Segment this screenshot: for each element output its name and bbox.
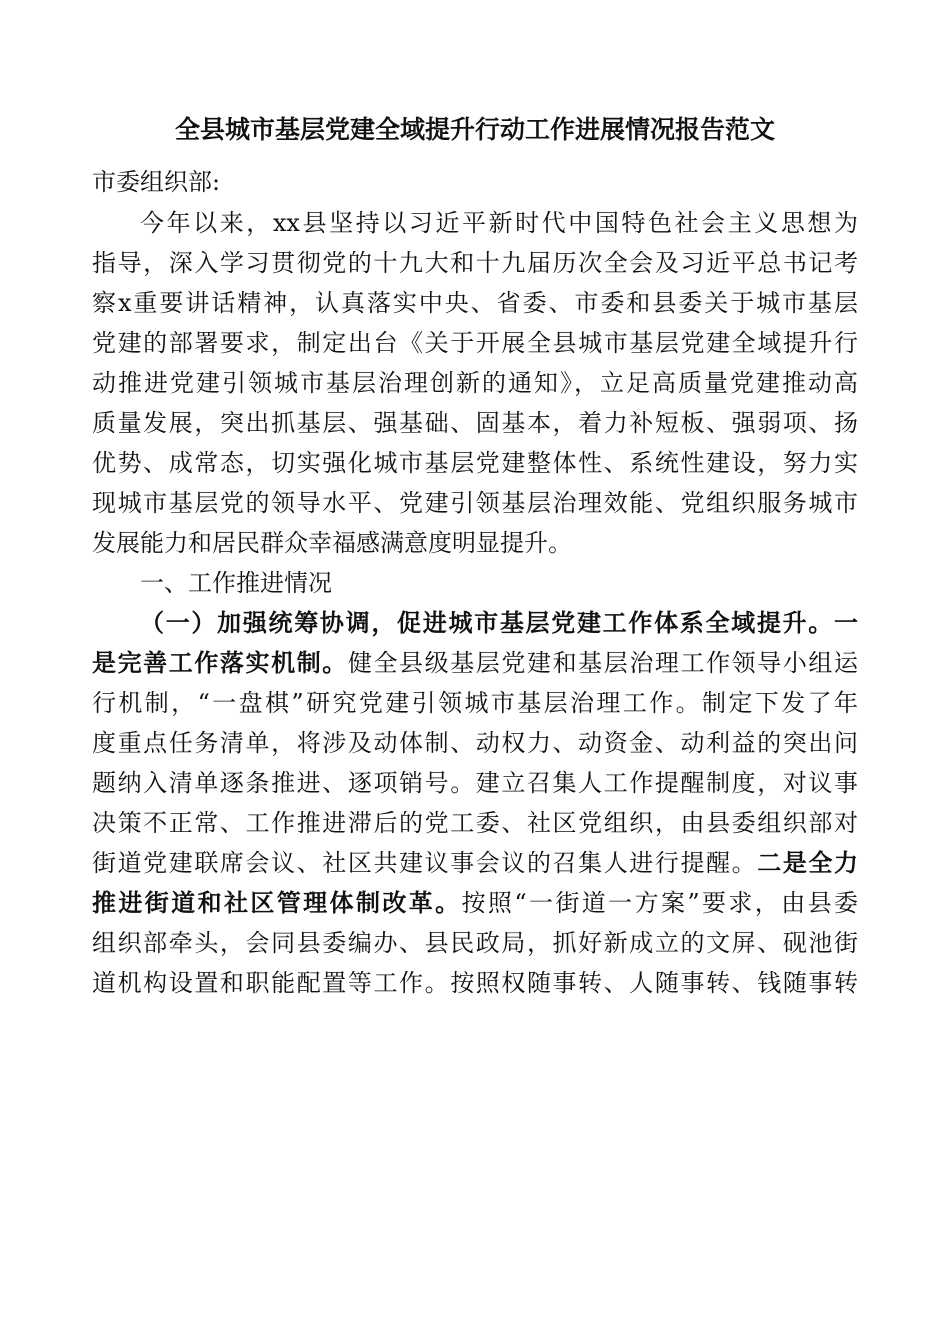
subsection-heading: （一）加强统筹协调，促进城市基层党建工作体系全域提升。一 [140, 608, 858, 637]
paragraph-line: 决策不正常、工作推进滞后的党工委、社区党组织，由县委组织部对 [92, 809, 858, 837]
bold-phrase: 是完善工作落实机制。 [92, 648, 348, 677]
document-title: 全县城市基层党建全域提升行动工作进展情况报告范文 [174, 115, 775, 144]
paragraph-line: 优势、成常态，切实强化城市基层党建整体性、系统性建设，努力实 [92, 449, 858, 477]
paragraph-line [92, 643, 858, 683]
paragraph-line [92, 883, 858, 923]
paragraph-line: 道机构设置和职能配置等工作。按照权随事转、人随事转、钱随事转 [92, 969, 858, 997]
paragraph-line: 行机制，“一盘棋”研究党建引领城市基层治理工作。制定下发了年 [92, 689, 858, 717]
line-text: 健全县级基层党建和基层治理工作领导小组运 [347, 649, 858, 677]
document-body [92, 203, 858, 1003]
paragraph-line: 动推进党建引领城市基层治理创新的通知》，立足高质量党建推动高 [92, 369, 858, 397]
paragraph-line: 度重点任务清单，将涉及动体制、动权力、动资金、动利益的突出问 [92, 729, 858, 757]
paragraph-line: 质量发展，突出抓基层、强基础、固基本，着力补短板、强弱项、扬 [92, 409, 858, 437]
paragraph-line: 今年以来，xx县坚持以习近平新时代中国特色社会主义思想为 [140, 209, 858, 237]
paragraph-line: 组织部牵头，会同县委编办、县民政局，抓好新成立的文屏、砚池街 [92, 929, 858, 957]
paragraph-line: 察x重要讲话精神，认真落实中央、省委、市委和县委关于城市基层 [92, 289, 858, 317]
paragraph-line: 指导，深入学习贯彻党的十九大和十九届历次全会及习近平总书记考 [92, 249, 858, 277]
paragraph-line: 现城市基层党的领导水平、党建引领基层治理效能、党组织服务城市 [92, 489, 858, 517]
line-text: 街道党建联席会议、社区共建议事会议的召集人进行提醒。 [92, 849, 758, 877]
paragraph-line: 发展能力和居民群众幸福感满意度明显提升。 [92, 529, 572, 557]
paragraph-line: 题纳入清单逐条推进、逐项销号。建立召集人工作提醒制度，对议事 [92, 769, 858, 797]
paragraph-line [92, 843, 858, 883]
recipient-line: 市委组织部: [92, 168, 221, 196]
paragraph-line: 党建的部署要求，制定出台《关于开展全县城市基层党建全域提升行 [92, 329, 858, 357]
section-heading: 一、工作推进情况 [140, 569, 332, 597]
bold-phrase: 推进街道和社区管理体制改革。 [92, 888, 462, 917]
bold-phrase: 二是全力 [757, 848, 858, 877]
line-text: 按照“一街道一方案”要求，由县委 [461, 889, 858, 917]
